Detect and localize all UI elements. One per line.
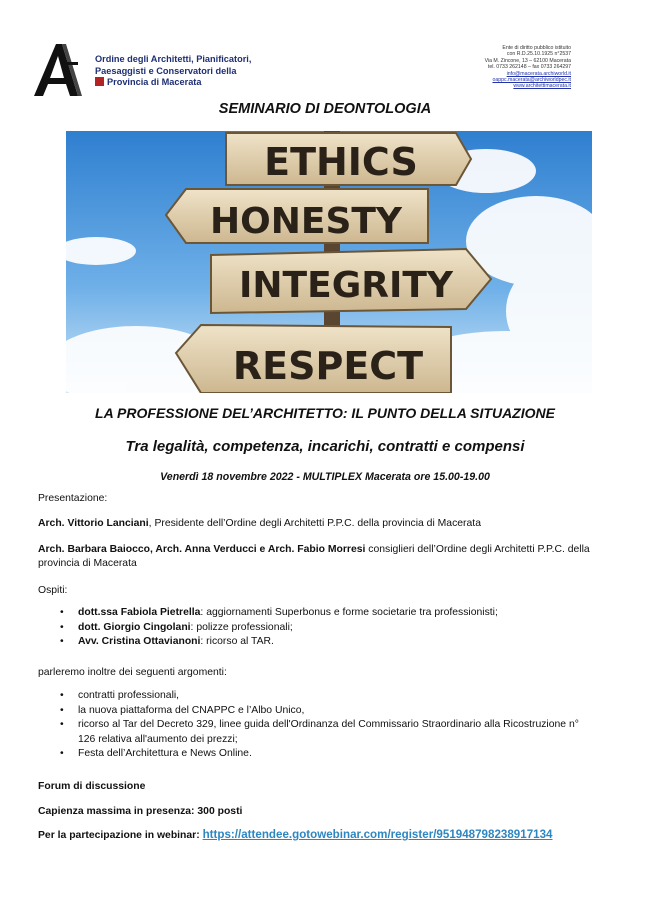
sub-title: Tra legalità, competenza, incarichi, contratti e compensi [125,438,525,455]
list-item [38,718,618,747]
contact-line: Ente di diritto pubblico istituito [502,45,571,51]
councillors-role: consiglieri dell’Ordine degli Architetti P.P.C. della [365,544,590,555]
org-name [95,54,251,89]
guest-topic: : aggiornamenti Superbonus e forme societarie tra professionisti; [200,607,498,618]
org-name-line-1: Ordine degli Architetti, Pianificatori, [95,54,252,64]
sign-respect [176,325,451,393]
topics-list [38,689,618,762]
sign-label-ethics: ETHICS [264,140,418,184]
pec-link[interactable]: oappc.macerata@archiworldpec.it [492,77,571,84]
ospiti-label: Ospiti: [38,585,68,596]
webinar-link[interactable]: https://attendee.gotowebinar.com/register/951948798238917134 [202,828,553,841]
list-item: • Festa dell’Architettura e News Online. [38,747,618,762]
councillors-names: Arch. Barbara Baiocco, Arch. Anna Verducci e Arch. Fabio Morresi [38,544,366,555]
sign-label-integrity: INTEGRITY [239,265,453,306]
contact-line: Via M. Zincone, 13 – 62100 Macerata [484,57,571,64]
topic-text: ricorso al Tar del Decreto 329, linee guida dell'Ordinanza del Commissario Straordinario alla Ricostruzione n° [78,719,579,731]
presentazione-label: Presentazione: [38,493,108,504]
guest-name: dott.ssa Fabiola Pietrella [78,607,201,618]
guests-list [38,606,618,650]
sign-ethics [226,133,471,185]
presenter-role: , Presidente dell’Ordine degli Architetti P.P.C. della provincia di Macerata [148,518,481,529]
guest-topic: : polizze professionali; [190,621,293,633]
guest-topic: : ricorso al TAR. [200,636,274,648]
councillors-role-cont: provincia di Macerata [38,558,137,569]
list-item [38,621,618,636]
contact-line: tel. 0733 262148 – fax 0733 264297 [487,64,571,71]
list-item [38,606,618,621]
event-date-line: Venerdì 18 novembre 2022 - MULTIPLEX Macerata ore 15.00-19.00 [160,471,490,483]
website-link[interactable]: www.architettimacerata.it [513,83,571,90]
councillors-paragraph [38,543,618,571]
sign-label-honesty: HONESTY [209,201,403,242]
contact-line: con R.D.25.10.1925 n°2537 [506,51,571,58]
email-link[interactable]: info@macerata.archiworld.it [506,70,571,77]
list-item: • la nuova piattaforma del CNAPPC e l’Albo Unico, [38,704,618,719]
seminar-title: SEMINARIO DI DEONTOLOGIA [218,101,432,117]
org-name-line-2: Paesaggisti e Conservatori della [95,65,237,76]
capacity-line: Capienza massima in presenza: 300 posti [38,806,243,817]
guest-name: Avv. Cristina Ottavianoni [78,636,201,648]
main-title: LA PROFESSIONE DEL’ARCHITETTO: IL PUNTO DELLA SITUAZIONE [95,405,555,421]
presenter-paragraph [38,517,618,531]
list-item: • contratti professionali, [38,689,618,704]
sign-label-respect: RESPECT [232,344,424,388]
list-item [38,635,618,650]
forum-heading: Forum di discussione [38,781,146,792]
brand-mark-icon [95,77,104,86]
webinar-line [38,828,618,843]
presenter-name: Arch. Vittorio Lanciani [38,518,149,529]
sign-integrity [211,249,491,313]
guest-name: dott. Giorgio Cingolani [78,621,191,633]
sign-honesty [166,189,428,243]
signpost-banner-image [66,131,592,393]
topic-text-cont: 126 relativa all'aumento dei prezzi; [78,733,238,745]
org-name-line-3: Provincia di Macerata [107,77,202,88]
webinar-label: Per la partecipazione in webinar: [38,830,203,841]
topics-label: parleremo inoltre dei seguenti argomenti: [38,667,227,678]
contact-block [485,45,571,90]
order-logo [32,40,84,100]
